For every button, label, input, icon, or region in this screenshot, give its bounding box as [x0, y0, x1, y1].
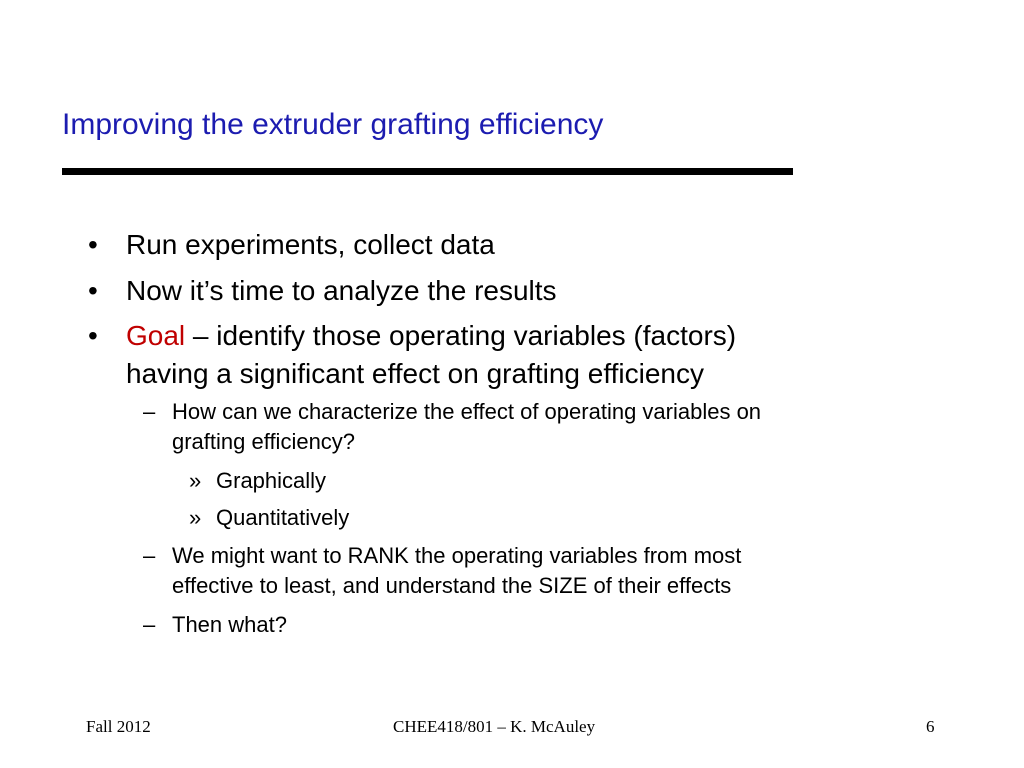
sub-bullet-text: How can we characterize the effect of operating variables on — [172, 399, 762, 424]
bullet-text: Now it’s time to analyze the results — [126, 275, 557, 306]
sub-sub-bullet-text: Quantitatively — [216, 505, 350, 530]
bullet-mark: • — [88, 229, 98, 260]
bullet-mark: • — [88, 275, 98, 306]
guillemet-mark: » — [189, 505, 202, 530]
bullet-text-line: having a significant effect on grafting efficiency — [126, 358, 704, 389]
dash-mark: – — [143, 399, 156, 424]
guillemet-mark: » — [189, 468, 202, 493]
dash-mark: – — [143, 612, 156, 637]
footer-date: Fall 2012 — [86, 717, 151, 736]
footer-page-number: 6 — [926, 717, 935, 736]
sub-bullet-text: effective to least, and understand the SIZE of their effects — [172, 573, 732, 598]
goal-text: – identify those operating variables (factors) — [185, 320, 737, 351]
bullet-text: Run experiments, collect data — [126, 229, 495, 260]
sub-bullet-text: Then what? — [172, 612, 287, 637]
footer-course: CHEE418/801 – K. McAuley — [393, 717, 596, 736]
slide-title: Improving the extruder grafting efficiency — [62, 108, 604, 141]
sub-bullet-text: grafting efficiency? — [172, 429, 356, 454]
bullet-mark: • — [88, 320, 98, 351]
sub-sub-bullet-text: Graphically — [216, 468, 327, 493]
goal-highlight: Goal — [126, 320, 186, 351]
dash-mark: – — [143, 543, 156, 568]
sub-bullet-text: We might want to RANK the operating variables from most — [172, 543, 742, 568]
bullet-text-line — [126, 317, 946, 355]
